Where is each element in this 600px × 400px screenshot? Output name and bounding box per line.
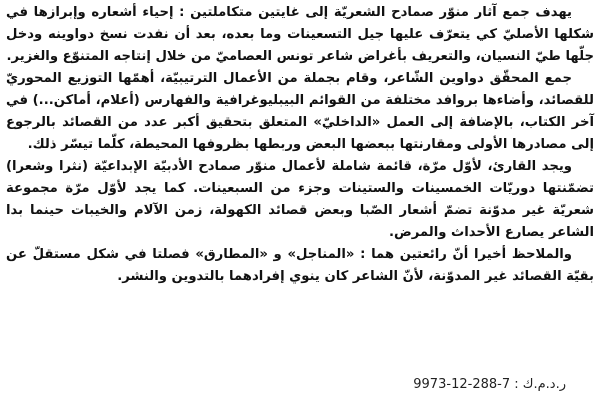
page-body-text xyxy=(6,2,594,288)
paragraph-2: جمع المحقّق دواوين الشّاعر، وقام بجملة من الأعمال الترتيبيّة، أهمّها التوزيع المحوريّ للقصائد، وأضاءها بروافد مختلفة من القوائم البيبليوغرافية والفهارس (أعلام، أماكن...) في آخر الكتاب، بالإضافة إلى العمل «الداخليّ» المتعلق بتحقيق أكبر عدد من القصائد بالرجوع إلى مصادرها الأولى ومقارنتها ببعضها البعض وربطها بظروفها المحيطة، كلّما تيسّر ذلك. xyxy=(6,71,594,152)
paragraph-1: يهدف جمع آثار منوّر صمادح الشعريّة إلى غايتين متكاملتين : إحياء أشعاره وإبرازها في شكلها الأصليّ كي يتعرّف عليها جيل التسعينات وما بعده، بعد أن نفدت نسخ دواوينه ودخل جلّها طيّ النسيان، والتعريف بأغراض شاعر تونس العصاميّ من خلال إنتاجه المتنوّع والغزير. xyxy=(6,5,594,64)
paragraph-3: ويجد القارئ، لأوّل مرّة، قائمة شاملة لأعمال منوّر صمادح الأدبيّة الإبداعيّة (نثرا وشعرا) تضمّنتها دوريّات الخمسينات والستينات وجزء من السبعينات. كما يجد لأوّل مرّة مجموعة شعريّة غير مدوّنة تضمّ أشعار الصّبا وبعض قصائد الكهولة، زمن الآلام والخيبات حينما بدا الشاعر يصارع الأحداث والمرض. xyxy=(6,159,594,240)
paragraph-4: والملاحظ أخيرا أنّ رائعتين هما : «المناجل» و «المطارق» فصلتا في شكل مستقلّ عن بقيّة القصائد غير المدوّنة، لأنّ الشاعر كان ينوي إفرادهما بالتدوين والنشر. xyxy=(6,247,594,284)
isbn-line: ر.د.م.ك : 7-288-12-9973 xyxy=(413,377,566,392)
